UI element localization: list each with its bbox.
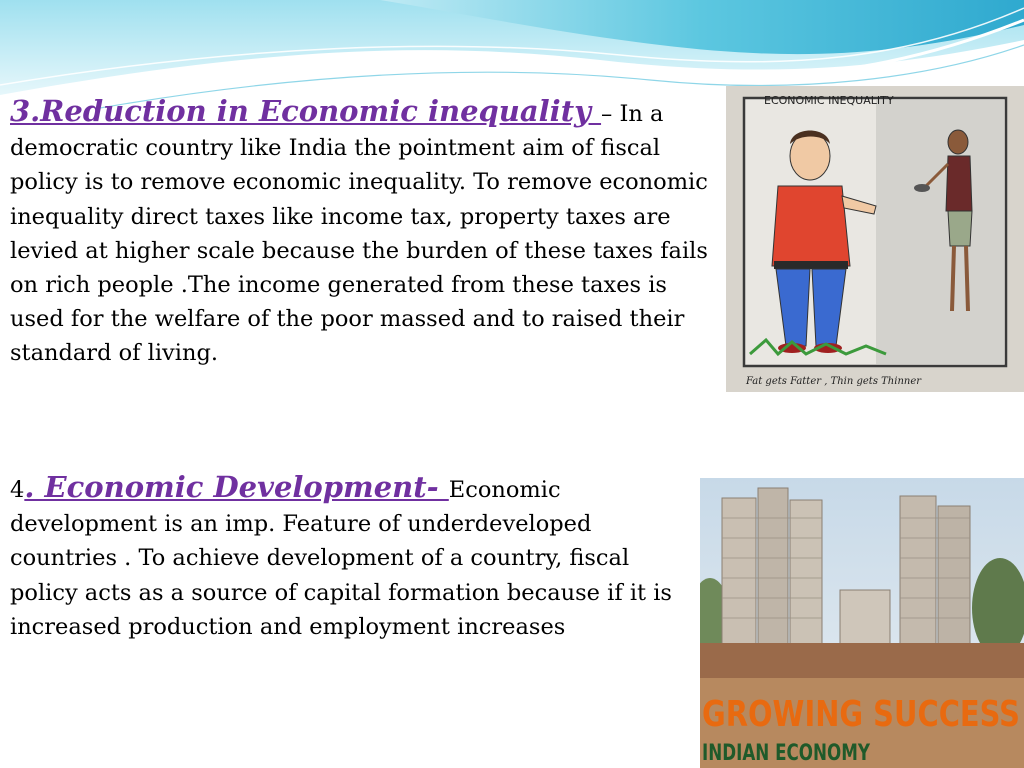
- section-3-heading: 3.Reduction in Economic inequality: [10, 94, 602, 128]
- economic-inequality-cartoon: [726, 86, 1024, 392]
- growing-success-photo: [700, 478, 1024, 768]
- growing-success-headline: GROWING SUCCESS: [702, 694, 1020, 735]
- section-4-number: 4: [10, 477, 25, 503]
- section-4-paragraph: [10, 470, 690, 644]
- indian-economy-subline: INDIAN ECONOMY: [702, 741, 871, 766]
- section-4-body: Economic development is an imp. Feature of underdeveloped countries . To achieve development of a country, fiscal policy acts as a source of capital formation because if it is increased production and employment increases: [10, 477, 672, 640]
- cartoon-title: ECONOMIC INEQUALITY: [764, 94, 894, 107]
- cartoon-illustration: [726, 86, 1024, 392]
- section-3-dash: –: [601, 101, 620, 127]
- section-3-paragraph: [10, 94, 710, 371]
- buildings-illustration: [700, 478, 1024, 768]
- cartoon-caption: Fat gets Fatter , Thin gets Thinner: [746, 376, 922, 387]
- section-3-body: In a democratic country like India the pointment aim of fiscal policy is to remove economic inequality. To remove economic inequality direct taxes like income tax, property taxes are levied at higher scale because the burden of these taxes fails on rich people .The income generated from these taxes is used for the welfare of the poor massed and to raised their standard of living.: [10, 101, 708, 367]
- section-4-heading: . Economic Development-: [24, 470, 449, 504]
